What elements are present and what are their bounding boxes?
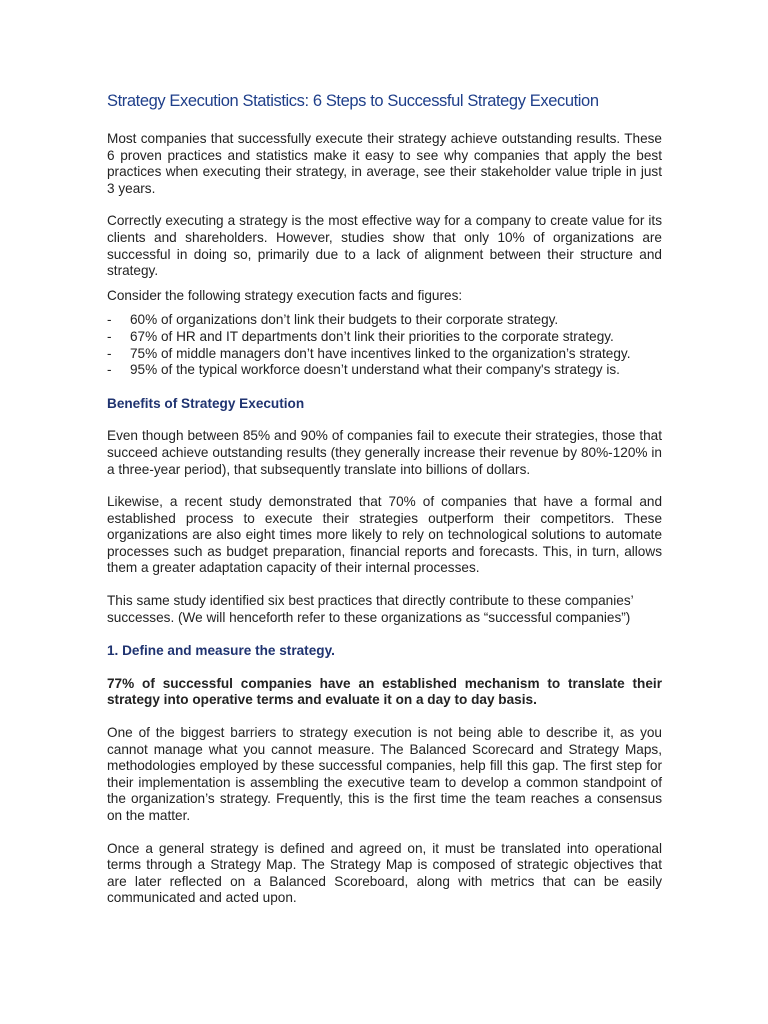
section-1-paragraph-2: Once a general strategy is defined and agreed on, it must be translated into operational terms through a Strategy Map. The Strategy Map is composed of strategic objectives that are later reflected on a Balanced Scoreboard, along with metrics that can be easily communicated and acted upon. (107, 840, 662, 906)
benefits-paragraph-3: This same study identified six best practices that directly contribute to these companies’ successes. (We will henceforth refer to these organizations as “successful companies”) (107, 593, 634, 625)
paragraph-execution-value: Correctly executing a strategy is the most effective way for a company to create value for its clients and shareholders. However, studies show that only 10% of organizations are successful in doing so, primarily due to a lack of alignment between their structure and strategy. (107, 213, 662, 279)
benefits-paragraph-2: Likewise, a recent study demonstrated that 70% of companies that have a formal and established process to execute their strategies outperform their competitors. These organizations are also eight times more likely to rely on technological solutions to automate processes such as budget preparation, financial reports and forecasts. This, in turn, allows them a greater adaptation capacity of their internal processes. (107, 494, 662, 576)
list-item-text: 67% of HR and IT departments don’t link their priorities to the corporate strategy. (130, 328, 614, 344)
section-1-key-statistic: 77% of successful companies have an established mechanism to translate their strategy into operative terms and evaluate it on a day to day basis. (107, 675, 662, 708)
list-item-text: 60% of organizations don’t link their budgets to their corporate strategy. (130, 312, 559, 328)
intro-paragraph: Most companies that successfully execute their strategy achieve outstanding results. These 6 proven practices and statistics make it easy to see why companies that apply the best practices when executing their strategy, in average, see their stakeholder value triple in just 3 years. (107, 131, 662, 196)
list-item (107, 362, 662, 379)
document-page (107, 92, 662, 907)
list-item (107, 346, 662, 363)
bullet-marker: - (107, 362, 112, 378)
list-item-text: 75% of middle managers don’t have incentives linked to the organization’s strategy. (130, 345, 631, 361)
facts-list (107, 312, 662, 378)
benefits-heading: Benefits of Strategy Execution (107, 395, 305, 411)
list-item-text: 95% of the typical workforce doesn’t understand what their company's strategy is. (130, 362, 620, 378)
list-item (107, 312, 662, 329)
bullet-marker: - (107, 328, 112, 344)
page-title: Strategy Execution Statistics: 6 Steps to Successful Strategy Execution (107, 92, 599, 110)
benefits-paragraph-1: Even though between 85% and 90% of companies fail to execute their strategies, those that succeed achieve outstanding results (they generally increase their revenue by 80%-120% in a three-year period), that subsequently translate into billions of dollars. (107, 428, 662, 477)
section-1-heading: 1. Define and measure the strategy. (107, 643, 335, 659)
paragraph-facts-intro: Consider the following strategy execution facts and figures: (107, 287, 463, 303)
section-1-paragraph-1: One of the biggest barriers to strategy execution is not being able to describe it, as you cannot manage what you cannot measure. The Balanced Scorecard and Strategy Maps, methodologies employed by these successful companies, help fill this gap. The first step for their implementation is assembling the executive team to develop a common standpoint of the organization’s strategy. Frequently, this is the first time the team reaches a consensus on the matter. (107, 725, 662, 823)
bullet-marker: - (107, 345, 112, 361)
bullet-marker: - (107, 312, 112, 328)
list-item (107, 329, 662, 346)
